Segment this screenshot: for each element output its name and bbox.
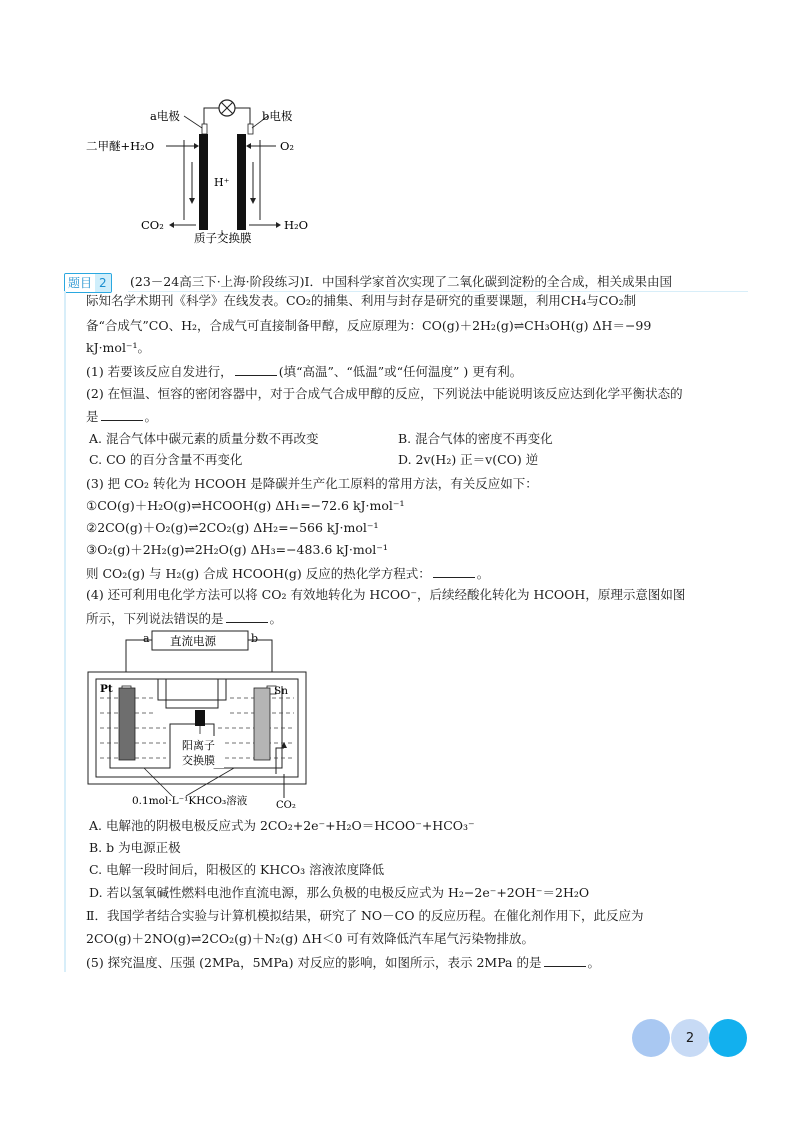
q3-reaction-2: ②2CO(g)＋O₂(g)⇌2CO₂(g) ΔH₂=−566 kJ·mol⁻¹	[86, 520, 379, 535]
intro-line-2: 际知名学术期刊《科学》在线发表。CO₂的捕集、利用与封存是研究的重要课题，利用CH₄与CO₂制	[86, 293, 637, 308]
q1-answer-blank[interactable]	[235, 363, 277, 376]
q1-text-before: (1) 若要该反应自发进行，	[86, 364, 233, 379]
intro-line-1	[130, 274, 672, 290]
terminal-a-label: a	[143, 632, 150, 645]
q5-text-after: 。	[587, 955, 601, 970]
left-input-label: 二甲醚+H₂O	[86, 139, 155, 153]
membrane-label-line1: 阳离子	[182, 739, 215, 752]
q2-option-d[interactable]: D. 2v(H₂) 正＝v(CO) 逆	[398, 452, 539, 467]
intro-text-1: 中国科学家首次实现了二氧化碳到淀粉的全合成，相关成果由国	[321, 274, 672, 289]
q2-option-b[interactable]: B. 混合气体的密度不再变化	[398, 431, 553, 446]
q3-ask	[86, 565, 489, 582]
q2-answer-blank[interactable]	[101, 408, 143, 421]
q2-line-1: (2) 在恒温、恒容的密闭容器中，对于合成气合成甲醇的反应，下列说法中能说明该反应达到化学平衡状态的	[86, 386, 683, 401]
part-two-line-2: 2CO(g)＋2NO(g)⇌2CO₂(g)＋N₂(g) ΔH＜0 可有效降低汽车尾气污染物排放。	[86, 931, 534, 946]
b-electrode-label: b电极	[262, 109, 293, 123]
right-output-label: H₂O	[284, 218, 309, 232]
question-left-rule	[64, 291, 66, 972]
question-tag-number: 2	[95, 274, 111, 292]
question-tag-label: 题目	[65, 274, 95, 292]
question-source: (23－24高三下·上海·阶段练习)	[130, 274, 305, 289]
q3-line-1: (3) 把 CO₂ 转化为 HCOOH 是降碳并生产化工原料的常用方法，有关反应如下：	[86, 476, 538, 491]
pt-electrode	[119, 688, 135, 760]
terminal-b-label: b	[251, 632, 259, 645]
power-supply-label: 直流电源	[170, 634, 216, 648]
fuel-cell-diagram	[80, 94, 320, 244]
q1-text-after: (填“高温”、“低温”或“任何温度” ) 更有利。	[278, 364, 523, 379]
part-two-line-1: Ⅱ．我国学者结合实验与计算机模拟结果，研究了 NO－CO 的反应历程。在催化剂作用下，此反应为	[86, 908, 644, 923]
membrane	[195, 710, 205, 726]
q2-line-2	[86, 408, 157, 425]
q3-ask-after: 。	[476, 566, 490, 581]
q4-answer-blank[interactable]	[226, 610, 268, 623]
co2-gas-label: CO₂	[276, 800, 296, 810]
q3-reaction-3: ③O₂(g)＋2H₂(g)⇌2H₂O(g) ΔH₃=−483.6 kJ·mol⁻¹	[86, 542, 388, 557]
q4-option-b[interactable]: B. b 为电源正极	[89, 840, 181, 855]
question-tag	[64, 273, 112, 293]
part-one-mark: I．	[304, 274, 322, 289]
q5-answer-blank[interactable]	[544, 954, 586, 967]
page-nav-prev-circle[interactable]	[632, 1019, 670, 1057]
q4-option-c[interactable]: C. 电解一段时间后，阳极区的 KHCO₃ 溶液浓度降低	[89, 862, 385, 877]
q2-option-a[interactable]: A. 混合气体中碳元素的质量分数不再改变	[89, 431, 319, 446]
q4-text-before: 所示，下列说法错误的是	[86, 611, 224, 626]
sn-label: Sn	[274, 685, 288, 697]
q5-line	[86, 954, 600, 971]
sn-electrode	[254, 688, 270, 760]
q2-text-after: 。	[144, 409, 158, 424]
q5-text-before: (5) 探究温度、压强 (2MPa，5MPa) 对反应的影响，如图所示，表示 2MPa 的是	[86, 955, 542, 970]
q4-line-1: (4) 还可利用电化学方法可以将 CO₂ 有效地转化为 HCOO⁻，后续经酸化转化为 HCOOH，原理示意图如图	[86, 587, 686, 602]
q3-reaction-1: ①CO(g)＋H₂O(g)⇌HCOOH(g) ΔH₁=−72.6 kJ·mol⁻¹	[86, 498, 405, 513]
solution-label: 0.1mol·L⁻¹KHCO₃溶液	[132, 795, 248, 807]
intro-line-4: kJ·mol⁻¹。	[86, 340, 151, 355]
q4-option-a[interactable]: A. 电解池的阴极电极反应式为 2CO₂+2e⁻+H₂O＝HCOO⁻+HCO₃⁻	[89, 818, 475, 833]
left-output-label: CO₂	[141, 218, 164, 232]
intro-line-3: 备“合成气”CO、H₂，合成气可直接制备甲醇，反应原理为：CO(g)＋2H₂(g)⇌CH₃OH(g) ΔH＝−99	[86, 318, 652, 333]
q4-option-d[interactable]: D. 若以氢氧碱性燃料电池作直流电源，那么负极的电极反应式为 H₂−2e⁻+2OH⁻＝2H₂O	[89, 885, 590, 900]
membrane-label-line2: 交换膜	[182, 754, 215, 767]
question-top-rule	[128, 291, 748, 292]
page-nav-next-circle[interactable]	[709, 1019, 747, 1057]
proton-label: H⁺	[214, 176, 230, 189]
electrode-a	[199, 134, 208, 230]
q4-line-2	[86, 610, 282, 627]
page-number-circle	[671, 1019, 709, 1057]
membrane-label: 质子交换膜	[194, 231, 252, 244]
q2-option-c[interactable]: C. CO 的百分含量不再变化	[89, 452, 243, 467]
a-electrode-label: a电极	[150, 109, 180, 123]
q4-text-after: 。	[269, 611, 283, 626]
page-number: 2	[685, 1030, 695, 1046]
right-input-label: O₂	[280, 139, 295, 153]
q1-line	[86, 363, 522, 380]
q3-answer-blank[interactable]	[433, 565, 475, 578]
q3-ask-before: 则 CO₂(g) 与 H₂(g) 合成 HCOOH(g) 反应的热化学方程式：	[86, 566, 431, 581]
electrolysis-diagram	[86, 628, 316, 810]
electrode-b	[237, 134, 246, 230]
pt-label: Pt	[100, 683, 113, 695]
q2-text-before: 是	[86, 409, 99, 424]
